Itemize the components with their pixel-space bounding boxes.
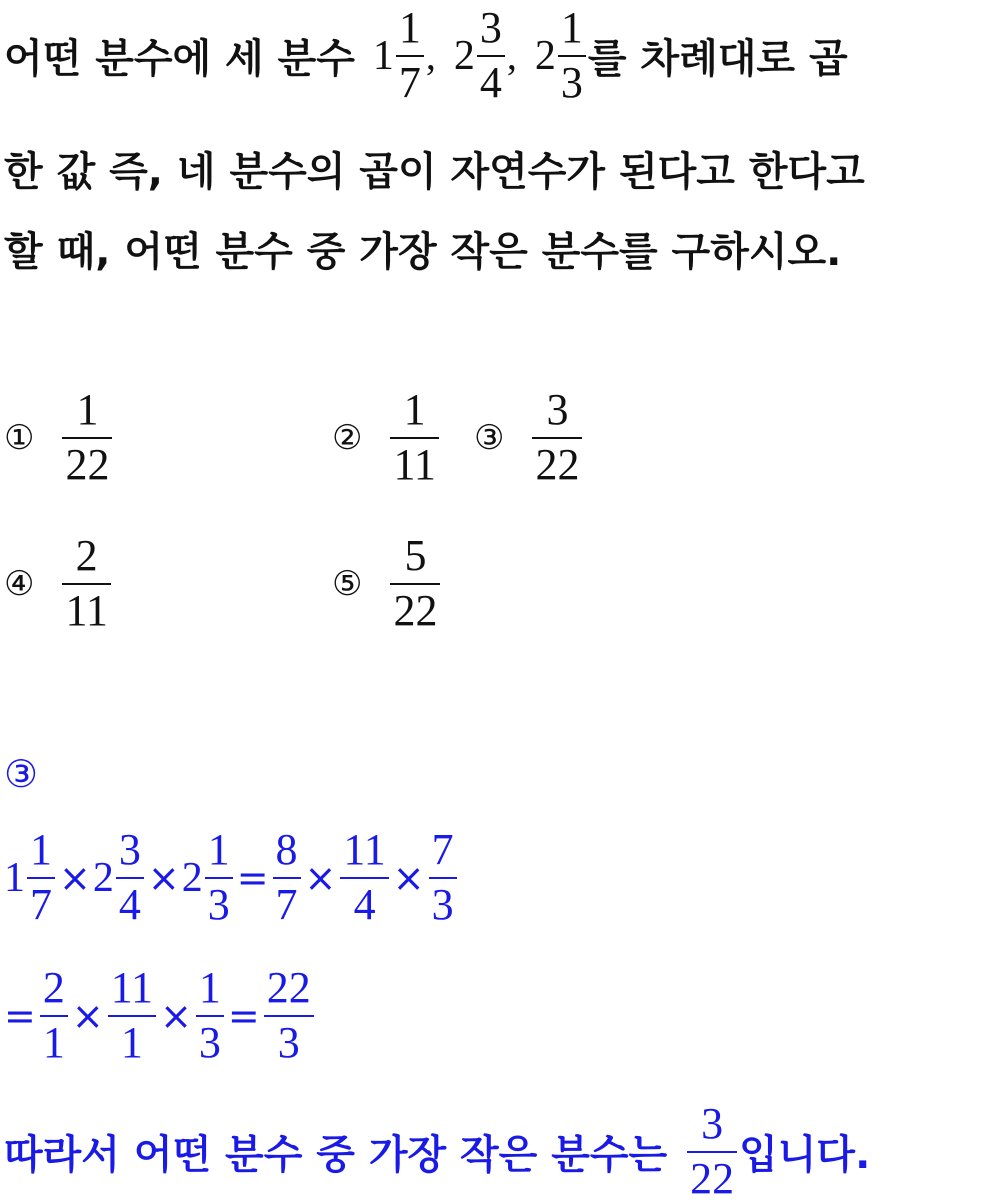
fraction bbox=[264, 963, 314, 1067]
problem-line-1 bbox=[4, 3, 848, 107]
fraction-denominator: 3 bbox=[431, 880, 454, 929]
whole-number: 2 bbox=[92, 854, 114, 901]
operator: × bbox=[160, 993, 192, 1038]
fraction-denominator: 3 bbox=[207, 880, 230, 929]
fraction bbox=[40, 963, 68, 1067]
fraction-numerator: 2 bbox=[42, 963, 65, 1012]
fraction bbox=[532, 385, 582, 489]
operator: = bbox=[227, 993, 260, 1038]
fraction-numerator: 3 bbox=[479, 3, 502, 52]
fraction-denominator: 1 bbox=[42, 1018, 65, 1067]
fraction-numerator: 1 bbox=[207, 825, 230, 874]
operator: = bbox=[4, 993, 36, 1038]
fraction-denominator: 22 bbox=[65, 440, 110, 489]
fraction-numerator: 1 bbox=[403, 385, 426, 434]
problem-line-3: 할 때, 어떤 분수 중 가장 작은 분수를 구하시오. bbox=[4, 229, 842, 275]
fraction bbox=[116, 825, 144, 929]
mixed-2-fraction bbox=[477, 3, 505, 107]
problem-line-1-tail: 를 차례대로 곱 bbox=[587, 36, 848, 82]
fraction-numerator: 5 bbox=[404, 531, 427, 580]
fraction-numerator: 1 bbox=[398, 3, 421, 52]
fraction-bar bbox=[27, 877, 55, 879]
fraction-bar bbox=[116, 877, 144, 879]
choice-label: ⑤ bbox=[332, 563, 363, 604]
choice-1[interactable] bbox=[4, 385, 114, 489]
fraction-bar bbox=[396, 55, 424, 57]
choice-2[interactable] bbox=[332, 385, 441, 489]
fraction bbox=[687, 1099, 737, 1203]
fraction-denominator: 4 bbox=[479, 58, 502, 107]
fraction-numerator: 11 bbox=[110, 963, 154, 1012]
fraction-numerator: 3 bbox=[701, 1099, 724, 1148]
fraction-bar bbox=[390, 437, 438, 439]
fraction-bar bbox=[264, 1015, 314, 1017]
fraction-bar bbox=[532, 437, 582, 439]
choice-label: ① bbox=[4, 417, 35, 458]
choice-label: ④ bbox=[4, 563, 35, 604]
fraction-denominator: 7 bbox=[398, 58, 421, 107]
fraction-numerator: 7 bbox=[431, 825, 454, 874]
fraction bbox=[108, 963, 156, 1067]
fraction-numerator: 1 bbox=[560, 3, 583, 52]
fraction-bar bbox=[40, 1015, 68, 1017]
fraction-numerator: 11 bbox=[343, 825, 386, 874]
fraction-numerator: 2 bbox=[75, 531, 98, 580]
fraction bbox=[62, 531, 110, 635]
fraction-bar bbox=[62, 437, 112, 439]
mixed-1-whole: 1 bbox=[372, 32, 394, 79]
fraction-bar bbox=[687, 1151, 737, 1153]
fraction-bar bbox=[205, 877, 233, 879]
comma: , bbox=[425, 33, 436, 78]
text: 따라서 어떤 분수 중 가장 작은 분수는 bbox=[4, 1132, 668, 1178]
fraction-denominator: 22 bbox=[690, 1154, 735, 1203]
fraction-bar bbox=[196, 1015, 224, 1017]
fraction-denominator: 22 bbox=[535, 440, 580, 489]
fraction bbox=[340, 825, 388, 929]
fraction bbox=[205, 825, 233, 929]
fraction-denominator: 3 bbox=[198, 1018, 221, 1067]
fraction-numerator: 1 bbox=[30, 825, 52, 874]
fraction bbox=[390, 385, 438, 489]
fraction-bar bbox=[429, 877, 457, 879]
fraction-denominator: 11 bbox=[65, 586, 108, 635]
fraction-denominator: 7 bbox=[30, 880, 52, 929]
fraction-denominator: 22 bbox=[393, 586, 438, 635]
operator: × bbox=[147, 855, 180, 900]
choice-label: ③ bbox=[474, 417, 505, 458]
whole-number: 2 bbox=[181, 854, 203, 901]
fraction-denominator: 4 bbox=[353, 880, 376, 929]
fraction-numerator: 8 bbox=[275, 825, 298, 874]
fraction-numerator: 3 bbox=[118, 825, 141, 874]
fraction bbox=[196, 963, 224, 1067]
mixed-3-fraction bbox=[558, 3, 586, 107]
fraction-bar bbox=[273, 877, 301, 879]
fraction bbox=[273, 825, 301, 929]
fraction bbox=[62, 385, 112, 489]
fraction-denominator: 7 bbox=[275, 880, 298, 929]
problem-line-2: 한 값 즉, 네 분수의 곱이 자연수가 된다고 한다고 bbox=[4, 149, 865, 195]
fraction-denominator: 3 bbox=[277, 1018, 300, 1067]
solution-conclusion bbox=[4, 1099, 871, 1203]
choice-3[interactable] bbox=[474, 385, 584, 489]
whole-number: 1 bbox=[4, 854, 25, 901]
mixed-1-fraction bbox=[396, 3, 424, 107]
fraction-bar bbox=[340, 877, 388, 879]
choice-label: ② bbox=[332, 417, 363, 458]
operator: × bbox=[392, 855, 425, 900]
choice-5[interactable] bbox=[332, 531, 442, 635]
fraction-denominator: 11 bbox=[393, 440, 436, 489]
operator: × bbox=[59, 855, 91, 900]
answer-mark: ③ bbox=[4, 752, 39, 796]
mixed-3-whole: 2 bbox=[534, 32, 556, 79]
comma: , bbox=[506, 33, 517, 78]
fraction-bar bbox=[62, 583, 110, 585]
fraction-denominator: 4 bbox=[118, 880, 141, 929]
text: 입니다. bbox=[739, 1132, 871, 1178]
fraction-denominator: 3 bbox=[560, 58, 583, 107]
solution-row-2 bbox=[4, 963, 316, 1067]
fraction-bar bbox=[477, 55, 505, 57]
fraction-bar bbox=[108, 1015, 156, 1017]
operator: × bbox=[304, 855, 337, 900]
fraction-numerator: 22 bbox=[266, 963, 311, 1012]
fraction-denominator: 1 bbox=[120, 1018, 143, 1067]
choice-4[interactable] bbox=[4, 531, 113, 635]
fraction bbox=[390, 531, 440, 635]
fraction-numerator: 1 bbox=[198, 963, 221, 1012]
solution-row-1 bbox=[4, 825, 459, 929]
fraction-bar bbox=[390, 583, 440, 585]
fraction-numerator: 3 bbox=[546, 385, 569, 434]
operator: = bbox=[236, 855, 269, 900]
fraction-numerator: 1 bbox=[76, 385, 99, 434]
fraction-bar bbox=[558, 55, 586, 57]
operator: × bbox=[71, 993, 104, 1038]
fraction bbox=[429, 825, 457, 929]
mixed-2-whole: 2 bbox=[453, 32, 475, 79]
problem-intro: 어떤 분수에 세 분수 bbox=[4, 36, 355, 82]
fraction bbox=[27, 825, 55, 929]
